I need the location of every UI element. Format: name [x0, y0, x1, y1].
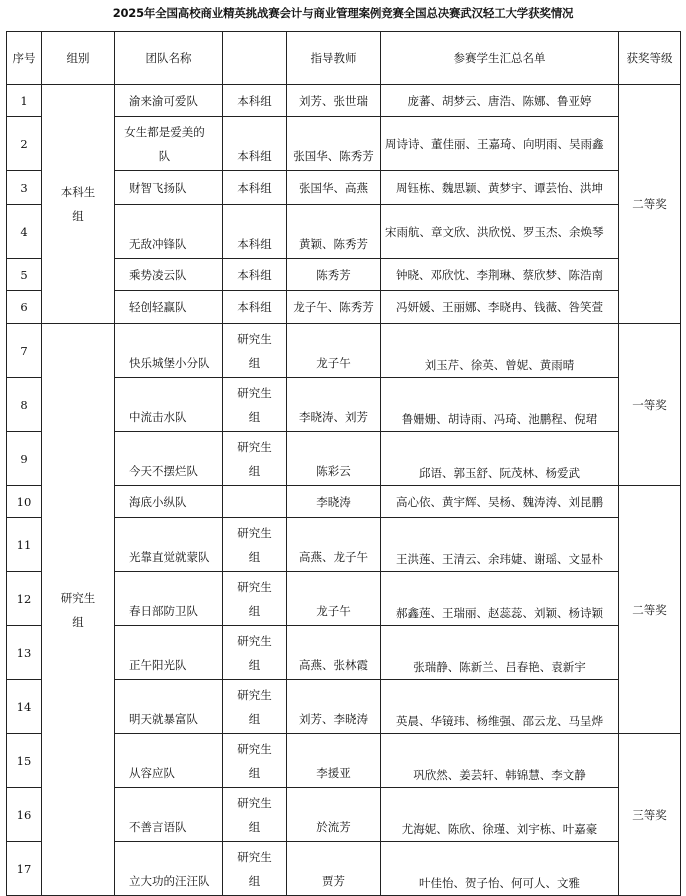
teacher: 刘芳、张世瑞 [287, 85, 381, 117]
row-seq: 6 [7, 291, 42, 324]
students: 宋雨航、章文欣、洪欣悦、罗玉杰、余焕琴 [381, 205, 619, 259]
row-seq: 14 [7, 680, 42, 734]
row-seq: 1 [7, 85, 42, 117]
header-students: 参赛学生汇总名单 [381, 32, 619, 85]
teacher: 李晓涛、刘芳 [287, 378, 381, 432]
students: 英晨、华镜玮、杨维强、邵云龙、马呈烨 [381, 680, 619, 734]
team-group: 研究生组 [223, 626, 287, 680]
team-group: 研究生组 [223, 680, 287, 734]
students: 钟晓、邓欣忱、李荆琳、蔡欣梦、陈浩南 [381, 259, 619, 291]
row-seq: 7 [7, 324, 42, 378]
students: 周诗诗、董佳丽、王嘉琦、向明雨、吴雨鑫 [381, 117, 619, 171]
team-name: 轻创轻赢队 [115, 291, 223, 324]
team-group: 研究生组 [223, 518, 287, 572]
team-name: 今天不摆烂队 [115, 432, 223, 486]
award-cell: 一等奖 [619, 324, 681, 486]
team-group: 本科组 [223, 171, 287, 205]
header-seq: 序号 [7, 32, 42, 85]
team-group: 研究生组 [223, 324, 287, 378]
team-group: 本科组 [223, 259, 287, 291]
team-group: 本科组 [223, 291, 287, 324]
team-name: 明天就暴富队 [115, 680, 223, 734]
header-group: 组别 [42, 32, 115, 85]
row-seq: 15 [7, 734, 42, 788]
header-blank [223, 32, 287, 85]
awards-table [6, 31, 681, 896]
students: 鲁姗姗、胡诗雨、冯琦、池鹏程、倪珺 [381, 378, 619, 432]
teacher: 龙子午 [287, 324, 381, 378]
students: 郝鑫莲、王瑞丽、赵蕊蕊、刘颖、杨诗颖 [381, 572, 619, 626]
students: 巩欣然、姜芸轩、韩锦慧、李文静 [381, 734, 619, 788]
teacher: 龙子午、陈秀芳 [287, 291, 381, 324]
students: 邱语、郭玉舒、阮茂林、杨爱武 [381, 432, 619, 486]
table-row [7, 324, 681, 378]
group-cell-grad: 研究生组 [42, 324, 115, 896]
row-seq: 11 [7, 518, 42, 572]
row-seq: 17 [7, 842, 42, 896]
row-seq: 16 [7, 788, 42, 842]
students: 刘玉芹、徐英、曾妮、黄雨晴 [381, 324, 619, 378]
row-seq: 9 [7, 432, 42, 486]
document-title: 2025年全国高校商业精英挑战赛会计与商业管理案例竞赛全国总决赛武汉轻工大学获奖情况 [112, 6, 574, 20]
header-award: 获奖等级 [619, 32, 681, 85]
header-row [7, 32, 681, 85]
team-name: 春日部防卫队 [115, 572, 223, 626]
row-seq: 5 [7, 259, 42, 291]
row-seq: 13 [7, 626, 42, 680]
teacher: 张国华、高燕 [287, 171, 381, 205]
team-name: 乘势凌云队 [115, 259, 223, 291]
header-teacher: 指导教师 [287, 32, 381, 85]
team-group: 研究生组 [223, 734, 287, 788]
header-team: 团队名称 [115, 32, 223, 85]
row-seq: 8 [7, 378, 42, 432]
team-name: 女生都是爱美的队 [115, 117, 223, 171]
students: 高心依、黄宇辉、吴杨、魏涛涛、刘昆鹏 [381, 486, 619, 518]
row-seq: 12 [7, 572, 42, 626]
team-group: 研究生组 [223, 842, 287, 896]
students: 王洪莲、王清云、余玮婕、谢瑶、文显朴 [381, 518, 619, 572]
teacher: 高燕、龙子午 [287, 518, 381, 572]
team-name: 光靠直觉就蒙队 [115, 518, 223, 572]
team-group: 本科组 [223, 205, 287, 259]
students: 尤海妮、陈欣、徐瑾、刘宇栋、叶嘉豪 [381, 788, 619, 842]
teacher: 李晓涛 [287, 486, 381, 518]
team-name: 海底小纵队 [115, 486, 223, 518]
award-cell: 二等奖 [619, 486, 681, 734]
team-group: 本科组 [223, 85, 287, 117]
teacher: 龙子午 [287, 572, 381, 626]
team-name: 渝来渝可爱队 [115, 85, 223, 117]
table-row [7, 85, 681, 117]
team-group: 研究生组 [223, 788, 287, 842]
team-name: 正午阳光队 [115, 626, 223, 680]
teacher: 张国华、陈秀芳 [287, 117, 381, 171]
teacher: 黄颖、陈秀芳 [287, 205, 381, 259]
teacher: 陈秀芳 [287, 259, 381, 291]
award-cell: 二等奖 [619, 85, 681, 324]
team-group: 本科组 [223, 117, 287, 171]
team-group: 研究生组 [223, 572, 287, 626]
team-group: 研究生组 [223, 432, 287, 486]
team-name: 从容应队 [115, 734, 223, 788]
students: 叶佳怡、贺子怡、何可人、文雅 [381, 842, 619, 896]
row-seq: 10 [7, 486, 42, 518]
teacher: 刘芳、李晓涛 [287, 680, 381, 734]
students: 冯妍媛、王丽娜、李晓冉、钱薇、咎笑萱 [381, 291, 619, 324]
team-name: 快乐城堡小分队 [115, 324, 223, 378]
teacher: 李援亚 [287, 734, 381, 788]
teacher: 於流芳 [287, 788, 381, 842]
students: 周钰栋、魏思颖、黄梦宇、谭芸怡、洪坤 [381, 171, 619, 205]
group-cell-undergrad: 本科生组 [42, 85, 115, 324]
row-seq: 4 [7, 205, 42, 259]
team-group: 研究生组 [223, 378, 287, 432]
row-seq: 3 [7, 171, 42, 205]
students: 张瑞静、陈新兰、吕春艳、袁新宇 [381, 626, 619, 680]
team-name: 不善言语队 [115, 788, 223, 842]
students: 庞蕃、胡梦云、唐浩、陈娜、鲁亚婷 [381, 85, 619, 117]
teacher: 高燕、张林霞 [287, 626, 381, 680]
row-seq: 2 [7, 117, 42, 171]
team-group [223, 486, 287, 518]
team-name: 无敌冲锋队 [115, 205, 223, 259]
team-name: 立大功的汪汪队 [115, 842, 223, 896]
teacher: 陈彩云 [287, 432, 381, 486]
team-name: 中流击水队 [115, 378, 223, 432]
award-cell: 三等奖 [619, 734, 681, 896]
team-name: 财智飞扬队 [115, 171, 223, 205]
teacher: 贾芳 [287, 842, 381, 896]
